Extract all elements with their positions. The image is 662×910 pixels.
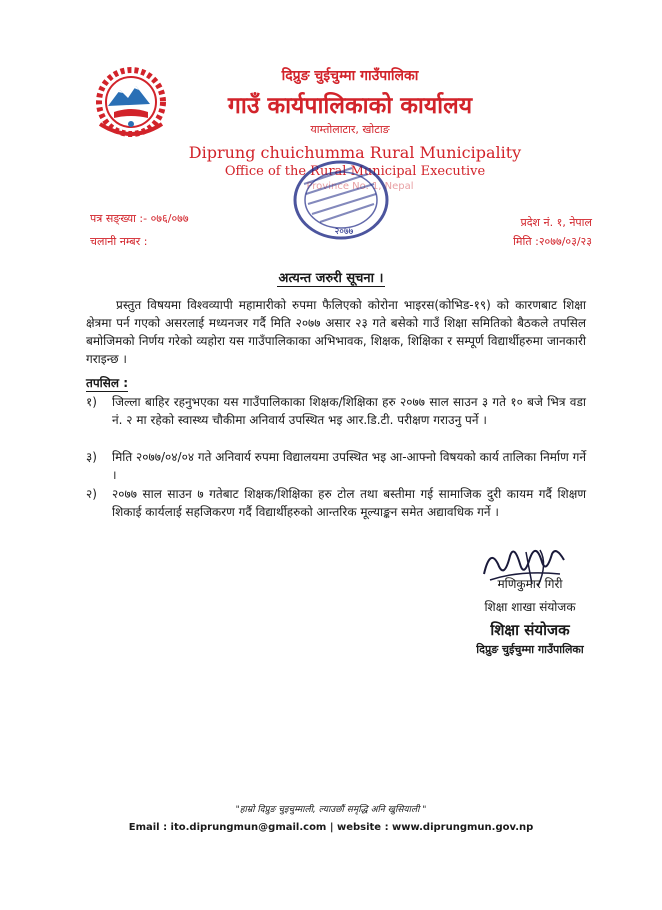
letter-date: मिति :२०७७/०३/२३ bbox=[513, 235, 592, 248]
seal-municipality: दिप्रुङ चुईचुम्मा गाउँपालिका bbox=[476, 643, 584, 656]
province-label: प्रदेश नं. १, नेपाल bbox=[520, 216, 592, 229]
address-nepali: याम्तोलाटार, खोटाङ bbox=[310, 123, 390, 136]
signatory-name: मणिकुमार गिरी bbox=[497, 577, 563, 591]
municipality-name-english: Diprung chuichumma Rural Municipality bbox=[188, 143, 522, 162]
notice-paragraph: प्रस्तुत विषयमा विश्वव्यापी महामारीको रुपमा फैलिएको कोरोना भाइरस(कोभिड-१९) को कारणबाट शिक्षा क्षेत्रमा पर्न गएको असरलाई मध्यनजर गर्दै मिति २०७७ असार २३ गते बसेको गाउँ शिक्षा समितिको बैठकले तपसिल बमोजिमको निर्णय गरेको व्यहोरा यस गाउँपालिकाका अभिभावक, शिक्षक, शिक्षिका र सम्पूर्ण विद्यार्थीहरुमा जानकारी गराइन्छ । bbox=[86, 298, 586, 366]
office-name-nepali: गाउँ कार्यपालिकाको कार्यालय bbox=[227, 93, 473, 119]
list-item-number: १) bbox=[86, 395, 97, 409]
footer-contact: Email : ito.diprungmun@gmail.com | website : www.diprungmun.gov.np bbox=[128, 822, 534, 833]
list-item bbox=[86, 485, 586, 521]
list-item bbox=[86, 393, 586, 429]
seal-title: शिक्षा संयोजक bbox=[490, 621, 570, 639]
footer-slogan: "हाम्रो दिप्रुङ चुइचुम्माली, ल्याउछौं समृद्धि अनि खुसियाली " bbox=[235, 805, 427, 815]
province-english: Province No. 1, Nepal bbox=[306, 181, 414, 192]
list-item bbox=[86, 448, 586, 484]
signatory-designation: शिक्षा शाखा संयोजक bbox=[484, 600, 576, 614]
list-item-text: मिति २०७७/०४/०४ गते अनिवार्य रुपमा विद्यालयमा उपस्थित भइ आ-आफ्नो विषयको कार्य तालिका निर्माण गर्ने । bbox=[112, 450, 586, 482]
list-item-text: जिल्ला बाहिर रहनुभएका यस गाउँपालिकाका शिक्षक/शिक्षिका हरु २०७७ साल साउन ३ गते १० बजे भित्र वडा नं. २ मा रहेको स्वास्थ्य चौकीमा अनिवार्य उपस्थित भइ आर.डि.टी. परीक्षण गराउनु पर्ने । bbox=[112, 395, 586, 427]
list-item-text: २०७७ साल साउन ७ गतेबाट शिक्षक/शिक्षिका हरु टोल तथा बस्तीमा गई सामाजिक दुरी कायम गर्दै शिक्षण शिकाई कार्यलाई सहजिकरण गर्दै विद्यार्थीहरुको आन्तरिक मूल्याङ्कन समेत अद्यावधिक गर्ने । bbox=[112, 487, 586, 519]
dispatch-number: चलानी नम्बर : bbox=[90, 235, 148, 248]
details-label: तपसिल : bbox=[86, 376, 128, 390]
government-emblem-logo bbox=[92, 62, 170, 142]
list-item-number: ३) bbox=[86, 450, 97, 464]
stamp-date: २०७७ bbox=[334, 227, 354, 237]
list-item-number: २) bbox=[86, 487, 97, 501]
municipality-name-nepali: दिप्रुङ चुईचुम्मा गाउँपालिका bbox=[281, 68, 419, 84]
office-name-english: Office of the Rural Municipal Executive bbox=[224, 164, 486, 179]
notice-title: अत्यन्त जरुरी सूचना । bbox=[278, 271, 384, 286]
dispatch-stamp bbox=[282, 150, 400, 250]
reference-number: पत्र सङ्ख्या :- ०७६/०७७ bbox=[90, 212, 189, 225]
